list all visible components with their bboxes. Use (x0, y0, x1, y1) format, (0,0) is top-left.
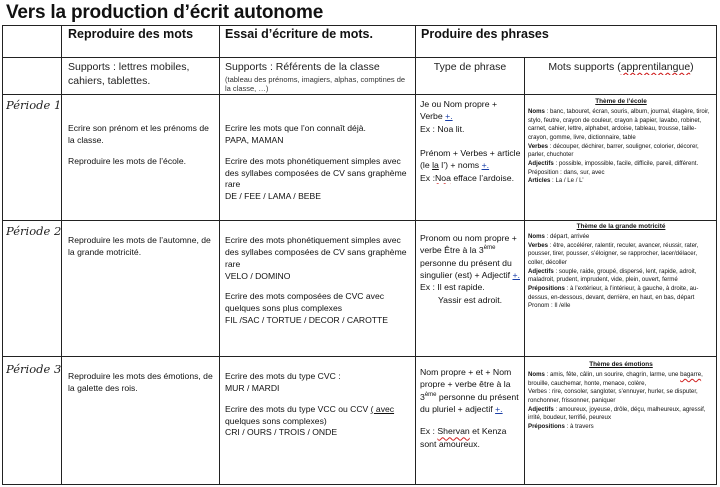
phrase-text: personne du présent du pluriel + adjectif (420, 391, 519, 415)
period-1-label: Période 1 (6, 98, 62, 112)
word-list: Préposition : dans, sur, avec (528, 168, 605, 176)
list-item: PAPA, MAMAN (225, 134, 284, 145)
phrase-underlined: la (432, 160, 439, 171)
plus-mark: +. (495, 404, 503, 415)
phrase-text: Pronom ou nom propre + verbe Être à la 3 (420, 233, 517, 256)
theme-title: Thème des émotions (589, 361, 653, 368)
label-adjectifs: Adjectifs (528, 405, 554, 413)
phrase-text: personne du présent du singulier (est) + Adjectif (420, 257, 512, 281)
period-3-label: Période 3 (6, 362, 62, 376)
phrase-wavy: :Noa (432, 172, 451, 183)
period-3-essai (225, 371, 411, 439)
phrase-text: Ex (420, 172, 433, 183)
plus-mark: +. (481, 160, 490, 171)
supports-reproduire: Supports : lettres mobiles, cahiers, tablettes. (68, 61, 190, 87)
period-3-reproduire (68, 371, 216, 404)
period-1-phrases (420, 98, 522, 184)
word-list: : amoureux, joyeuse, drôle, déçu, malheureux, agressif, irrité, boudeur, terrifié, peureux (528, 405, 706, 422)
phrase-text: Je ou Nom propre + Verbe (420, 99, 498, 122)
list-item: MUR / MARDI (225, 382, 280, 393)
supports-mots-label: Mots supports ( (548, 61, 621, 73)
word-list: : à travers (564, 422, 594, 430)
period-3-mots (528, 360, 714, 432)
label-noms: Noms (528, 108, 545, 116)
superscript: ème (424, 391, 437, 398)
superscript: ème (483, 245, 496, 252)
list-item-underlined: ( avec (370, 403, 395, 414)
period-2-phrases (420, 232, 522, 306)
supports-essai (225, 61, 413, 93)
word-list: , brouille, cauchemar, honte, menace, colère, (528, 371, 703, 387)
plus-mark: +. (445, 111, 453, 122)
supports-mots-end: ) (690, 61, 694, 73)
word-list: Pronom : Il /elle (528, 302, 571, 310)
list-item: VELO / DOMINO (225, 270, 291, 281)
list-item: Ecrire des mots composées de CVC avec quelques sons plus complexes (225, 291, 385, 314)
phrase-wavy: Shervan (437, 426, 470, 437)
period-1-reproduire (68, 123, 216, 177)
period-1-mots (528, 97, 714, 186)
word-list: : amis, fête, câlin, un sourire, chagrin, larme, une (544, 371, 681, 379)
word-list: : possible, impossible, facile, difficile, pareil, différent. (553, 159, 699, 167)
phrase-text: Nom propre + et + Nom propre + verbe être à la 3 (420, 367, 512, 402)
list-item: quelques sons complexes) (225, 415, 327, 426)
header-essai: Essai d’écriture de mots. (225, 27, 373, 41)
period-1-essai (225, 123, 411, 203)
supports-essai-note: (tableau des prénoms, imagiers, alphas, comptines de la classe, …) (225, 74, 406, 93)
period-2-essai (225, 235, 411, 327)
word-list: : départ, arrivée (544, 233, 590, 241)
header-reproduire: Reproduire des mots (68, 27, 194, 41)
header-phrases: Produire des phrases (421, 27, 549, 41)
phrase-text: Ex : (420, 426, 438, 437)
list-item: Ecrire des mots phonétiquement simples avec des syllabes composées de CV sans graphème rare (225, 155, 407, 190)
phrase-text: efface l’ardoise. (450, 172, 515, 183)
list-item: Ecrire des mots du type VCC ou CCV (225, 403, 371, 414)
period-2-mots (528, 222, 714, 311)
label-adjectifs: Adjectifs (528, 159, 554, 167)
word-list: : La / Le / L’ (550, 177, 584, 185)
label-prepositions: Prépositions (528, 284, 565, 292)
word-list: : souple, raide, groupé, dispersé, lent, rapide, adroit, maladroit, prudent, imprudent, vide, plein, ouvert, fermé (528, 267, 697, 284)
list-item: Ecrire son prénom et les prénoms de la classe. (68, 123, 209, 145)
label-noms: Noms (528, 371, 545, 379)
word-list: : à l’extérieur, à l’intérieur, à gauche, à droite, au-dessus, en-dessous, devant, derrière, en haut, en bas, départ (528, 284, 699, 301)
word-list: : être, accélérer, ralentir, reculer, avancer, réussir, rater, pousser, tirer, pousser, s’éloigner, se rapprocher, lacer/délacer, coller, décoller (528, 241, 699, 267)
list-item: Ecrire des mots du type CVC : (225, 371, 341, 381)
phrase-text: et Kenza sont amoureux. (420, 426, 507, 449)
list-item: Ecrire les mots que l’on connaît déjà. (225, 123, 366, 133)
label-noms: Noms (528, 233, 545, 241)
plus-mark: +. (512, 270, 520, 281)
word-list: : découper, déchirer, barrer, souligner, colorier, décorer, parler, chuchoter (528, 142, 699, 159)
word-wavy: bagarre (680, 371, 702, 379)
list-item: Reproduire les mots de l’école. (68, 155, 186, 166)
label-articles: Articles (528, 177, 551, 185)
word-list: : banc, tabouret, écran, souris, album, journal, étagère, tiroir, stylo, feutre, crayon de couleur, crayon à papier, lavabo, robinet, carnet, cahier, lettre, alphabet, ardoise, tableau, trousse, taille-crayon, gomme, livre, dictionnaire, table (528, 108, 710, 142)
word-list: Verbes : rire, consoler, sangloter, s’ennuyer, hurler, se disputer, ronchonner, frissonner, paniquer (528, 388, 698, 405)
label-prepositions: Prépositions (528, 422, 565, 430)
list-item: CRI / OURS / TROIS / ONDE (225, 427, 338, 438)
page-title: Vers la production d’écrit autonome (6, 2, 324, 23)
supports-mots-wavy: apprentilangue (620, 61, 691, 73)
theme-title: Thème de la grande motricité (576, 223, 666, 230)
period-2-label: Période 2 (6, 224, 62, 238)
phrase-text: Prénom + Verbes + article (le (420, 148, 521, 171)
list-item: DE / FEE / LAMA / BEBE (225, 191, 321, 202)
phrase-example: Ex : Noa lit. (420, 123, 465, 134)
phrase-example: Yassir est adroit. (438, 294, 503, 305)
label-verbes: Verbes (528, 142, 548, 150)
list-item: Reproduire les mots des émotions, de la galette des rois. (68, 371, 213, 393)
theme-title: Thème de l’école (595, 98, 647, 105)
supports-mots (527, 61, 715, 75)
label-verbes: Verbes (528, 241, 548, 249)
phrase-text: l’) + noms (438, 160, 480, 171)
supports-type-phrase: Type de phrase (433, 61, 507, 73)
list-item: FIL /SAC / TORTUE / DECOR / CAROTTE (225, 315, 388, 326)
supports-essai-main: Supports : Référents de la classe (225, 61, 380, 73)
phrase-example: Ex : Il est rapide. (420, 282, 485, 293)
period-3-phrases (420, 366, 522, 450)
label-adjectifs: Adjectifs (528, 267, 554, 275)
list-item: Reproduire les mots de l’automne, de la grande motricité. (68, 235, 211, 257)
list-item: Ecrire des mots phonétiquement simples avec des syllabes composées de CV sans graphème rare (225, 235, 407, 269)
period-2-reproduire (68, 235, 216, 268)
